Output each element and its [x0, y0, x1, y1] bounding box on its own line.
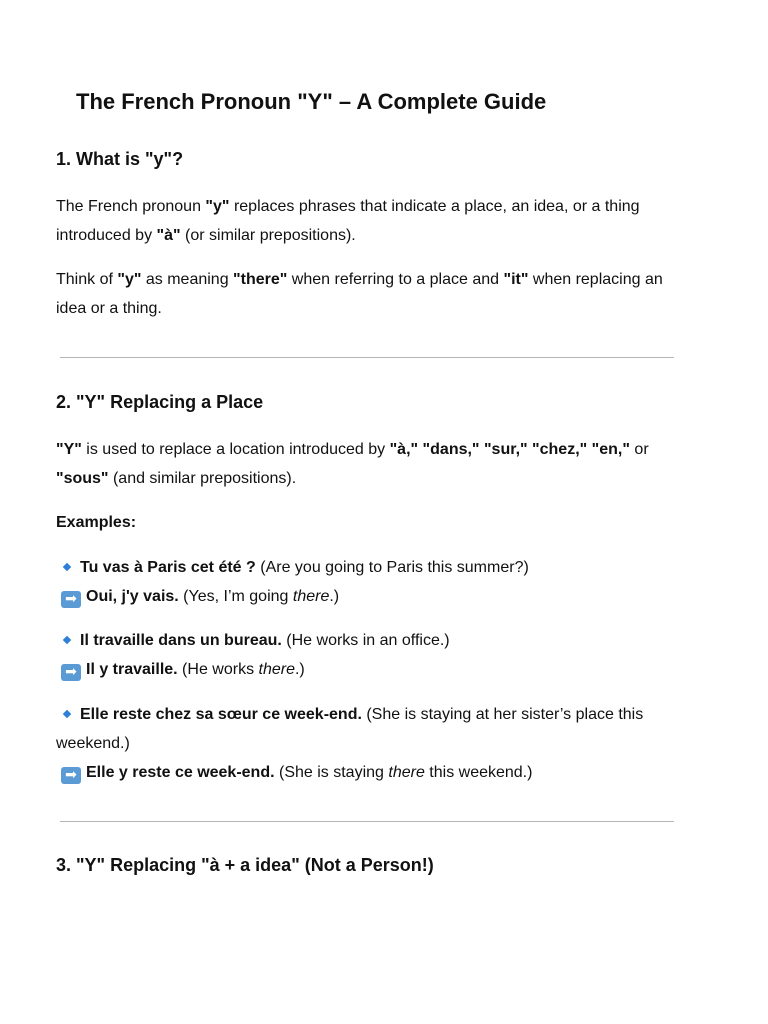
- text-run: Oui, j'y vais.: [86, 588, 179, 605]
- text-run: when replacing an idea or a thing.: [56, 271, 663, 317]
- text-run: this weekend.): [424, 764, 533, 781]
- text-run: there: [388, 764, 425, 781]
- section-divider-1: [60, 357, 674, 358]
- example-3-answer: [86, 764, 532, 781]
- right-arrow-icon: ➡: [61, 767, 81, 784]
- text-run: (and similar prepositions).: [108, 470, 297, 487]
- text-run: Il y travaille.: [86, 661, 178, 678]
- text-run: (He works: [177, 661, 259, 678]
- text-run: .): [294, 661, 305, 678]
- text-run: when referring to a place and: [287, 271, 504, 288]
- text-run: "sous": [56, 470, 109, 487]
- text-run: Tu vas à Paris cet été ?: [80, 559, 256, 576]
- section-3-heading: 3. "Y" Replacing "à + a idea" (Not a Person!): [56, 855, 434, 875]
- text-run: .): [329, 588, 340, 605]
- example-2-question: [80, 632, 450, 649]
- section-1-heading: 1. What is "y"?: [56, 149, 184, 169]
- section-divider-2: [60, 821, 674, 822]
- section-1-paragraph-1: [56, 192, 686, 250]
- right-arrow-icon: ➡: [61, 664, 81, 681]
- right-arrow-icon: ➡: [61, 591, 81, 608]
- text-run: Elle reste chez sa sœur ce week-end.: [80, 706, 362, 723]
- example-1-answer: [86, 588, 339, 605]
- text-run: "there": [233, 271, 288, 288]
- text-run: is used to replace a location introduced by: [81, 441, 390, 458]
- text-run: as meaning: [141, 271, 234, 288]
- text-run: "Y": [56, 441, 82, 458]
- text-run: "y": [117, 271, 142, 288]
- text-run: Elle y reste ce week-end.: [86, 764, 275, 781]
- text-run: "à": [156, 227, 181, 244]
- example-1-question: [80, 559, 529, 576]
- text-run: "à," "dans," "sur," "chez," "en,": [389, 441, 630, 458]
- text-run: replaces phrases that indicate a place, an idea, or a thing introduced by: [56, 198, 640, 244]
- text-run: "y": [205, 198, 230, 215]
- text-run: "it": [503, 271, 529, 288]
- example-2-answer: [86, 661, 305, 678]
- small-blue-diamond-icon: [63, 636, 71, 644]
- text-run: or: [629, 441, 649, 458]
- text-run: The French pronoun: [56, 198, 206, 215]
- text-run: (Yes, I’m going: [178, 588, 293, 605]
- example-3: [56, 700, 686, 787]
- text-run: (He works in an office.): [281, 632, 450, 649]
- text-run: (or similar prepositions).: [180, 227, 356, 244]
- small-blue-diamond-icon: [63, 563, 71, 571]
- text-run: Think of: [56, 271, 118, 288]
- section-1-paragraph-2: [56, 265, 686, 323]
- small-blue-diamond-icon: [63, 710, 71, 718]
- section-2-heading: 2. "Y" Replacing a Place: [56, 392, 264, 412]
- page-title: The French Pronoun "Y" – A Complete Guide: [76, 89, 547, 114]
- example-1: [56, 553, 686, 611]
- text-run: there: [292, 588, 330, 605]
- text-run: (She is staying: [274, 764, 389, 781]
- text-run: (She is staying at her sister’s place this weekend.): [56, 706, 644, 752]
- examples-label: Examples:: [56, 514, 137, 531]
- text-run: Il travaille dans un bureau.: [80, 632, 282, 649]
- section-2-intro: [56, 435, 686, 493]
- text-run: (Are you going to Paris this summer?): [255, 559, 529, 576]
- text-run: there: [258, 661, 295, 678]
- example-2: [56, 626, 686, 684]
- example-3-question: [56, 706, 643, 752]
